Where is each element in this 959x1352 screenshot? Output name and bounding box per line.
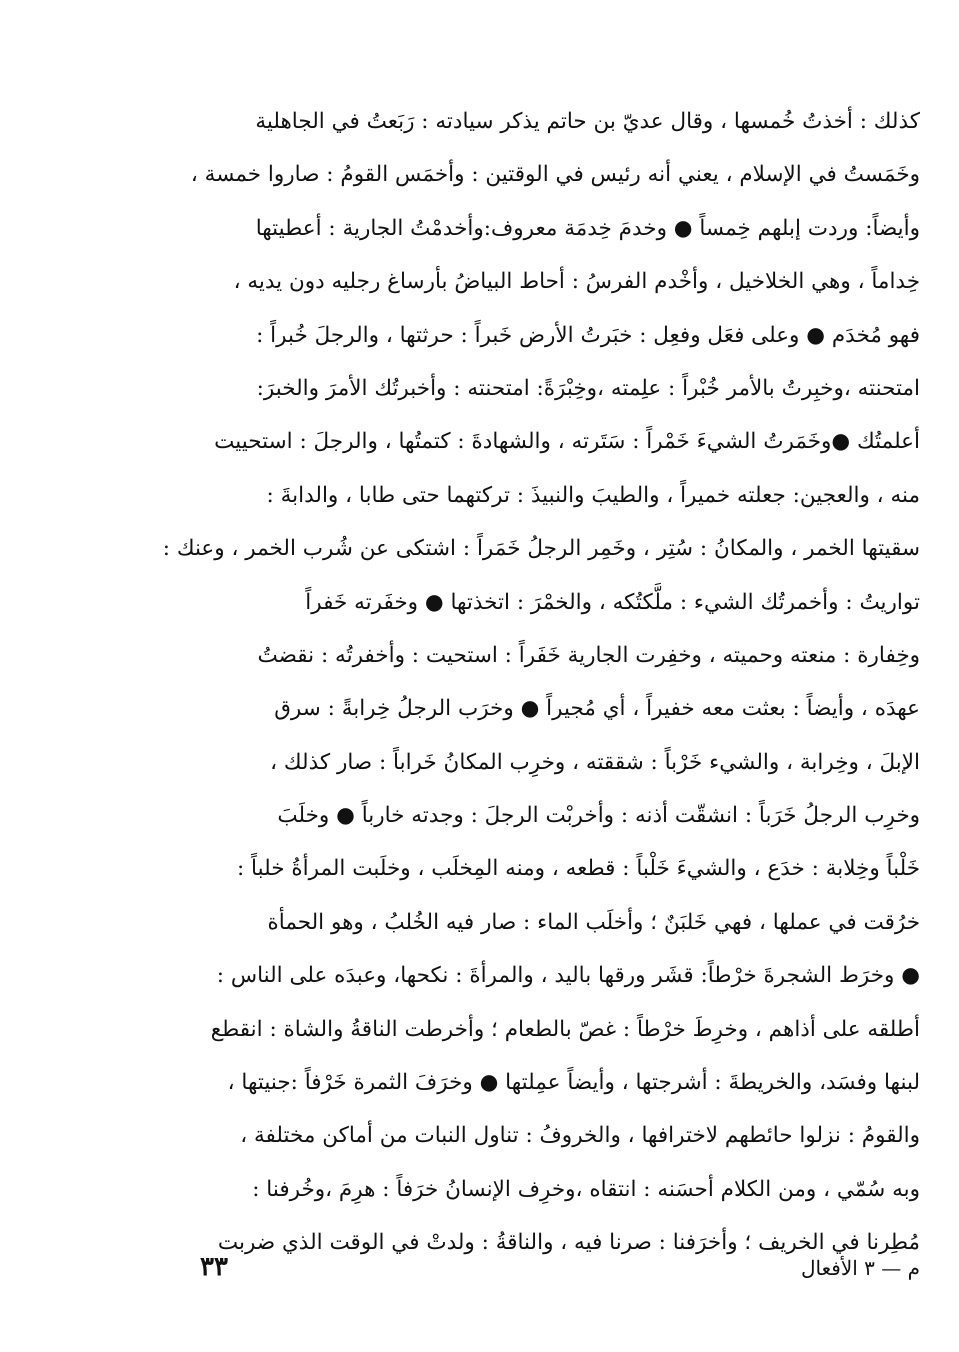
text-line: وأيضاً: وردت إبلهم خِمساً ● وخدمَ خِدمَة معروف:وأخدمْتُ الجارية : أعطيتها xyxy=(255,215,920,241)
text-line: أطلقه على أذاهم ، وخرِطَ خرْطاً : غصّ بالطعام ؛ وأخرطت الناقةُ والشاة : انقطع xyxy=(210,1016,920,1042)
text-line: وخَمَستُ في الإسلام ، يعني أنه رئيس في الوقتين : وأخمَس القومُ : صاروا خمسة ، xyxy=(190,162,920,188)
printer-signature: م — ٣ الأفعال xyxy=(800,1256,920,1280)
text-line: خِداماً ، وهي الخلاخيل ، وأخْدم الفرسُ : أحاط البياضُ بأرساغ رجليه دون يديه ، xyxy=(233,269,920,295)
text-line: لبنها وفسَد، والخريطةَ : أشرجتها ، وأيضاً عمِلتها ● وخرَفَ الثمرة خَرْفاً :جنيتها ، xyxy=(227,1070,920,1096)
page-footer xyxy=(160,1252,920,1292)
page-number: ٣٣ xyxy=(200,1252,228,1282)
text-line: عهدَه ، وأيضاً : بعثت معه خفيراً ، أي مُجيراً ● وخرَب الرجلُ خِرابةً : سرق xyxy=(274,696,920,722)
text-block xyxy=(160,95,920,1270)
text-line: خرُقت في عملها ، فهي خَلبَنٌ ؛ وأخلَب الماء : صار فيه الخُلبُ ، وهو الحمأة xyxy=(267,909,920,935)
text-line: كذلك : أخذتُ خُمسها ، وقال عديّ بن حاتم يذكر سيادته : رَبَعتُ في الجاهلية xyxy=(255,109,920,134)
text-line: أعلمتُك ●وخَمَرتُ الشيءَ خَمْراً : سَتَرته ، والشهادةَ : كتمتُها ، والرجلَ : استحييت xyxy=(214,429,920,455)
text-line: وبه سُمّي ، ومن الكلام أحسَنه : انتقاه ،وخرِف الإنسانُ خرَفاً : هرِمَ ،وخُرفنا : xyxy=(252,1176,920,1202)
text-line: خَلْباً وخِلابة : خدَع ، والشيءَ خَلْباً : قطعه ، ومنه المِخلَب ، وخلَبت المرأةُ خلباً : xyxy=(236,856,920,882)
text-line: ● وخرَط الشجرةَ خرْطاً: قشَر ورقها باليد ، والمرأةَ : نكحها، وعبدَه على الناس : xyxy=(216,963,920,989)
text-line: وخِفارة : منعته وحميته ، وخفِرت الجارية خَفَراً : استحيت : وأخفرتُه : نقضتُ xyxy=(257,642,920,668)
text-line: فهو مُخدَم ● وعلى فعَل وفعِل : خبَرتُ الأرض خَبراً : حرثتها ، والرجلَ خُبراً : xyxy=(256,322,920,348)
text-line: مُطِرنا في الخريف ؛ وأخرَفنا : صرنا فيه ، والناقةُ : ولدتْ في الوقت الذي ضربت xyxy=(217,1230,920,1256)
text-line: سقيتها الخمر ، والمكانُ : سُتِر ، وخَمِر الرجلُ خَمَراً : اشتكى عن شُرب الخمر ، وعنك : xyxy=(162,536,920,562)
text-line: منه ، والعجين: جعلته خميراً ، والطيبَ والنبيذَ : تركتهما حتى طابا ، والدابةَ : xyxy=(266,482,920,508)
text-line: امتحنته ،وخبِرتُ بالأمر خُبْراً : علِمته ،وخِبْرَةً: امتحنته : وأخبرتُك الأمرَ والخبرَ: xyxy=(256,375,920,401)
text-line: الإبلَ ، وخِرابة ، والشيء خَرْباً : شققته ، وخرِب المكانُ خَراباً : صار كذلك ، xyxy=(270,749,920,775)
text-line: والقومُ : نزلوا حائطهم لاخترافها ، والخروفُ : تناول النبات من أماكن مختلفة ، xyxy=(240,1123,920,1149)
text-line: تواريتُ : وأخمرتُك الشيء : ملَّكتُكه ، والخمْرَ : اتخذتها ● وخفَرته خَفراً xyxy=(305,589,920,615)
text-line: وخرِب الرجلُ خَرَباً : انشقّت أذنه : وأخربْت الرجلَ : وجدته خارباً ● وخلَبَ xyxy=(277,803,920,829)
